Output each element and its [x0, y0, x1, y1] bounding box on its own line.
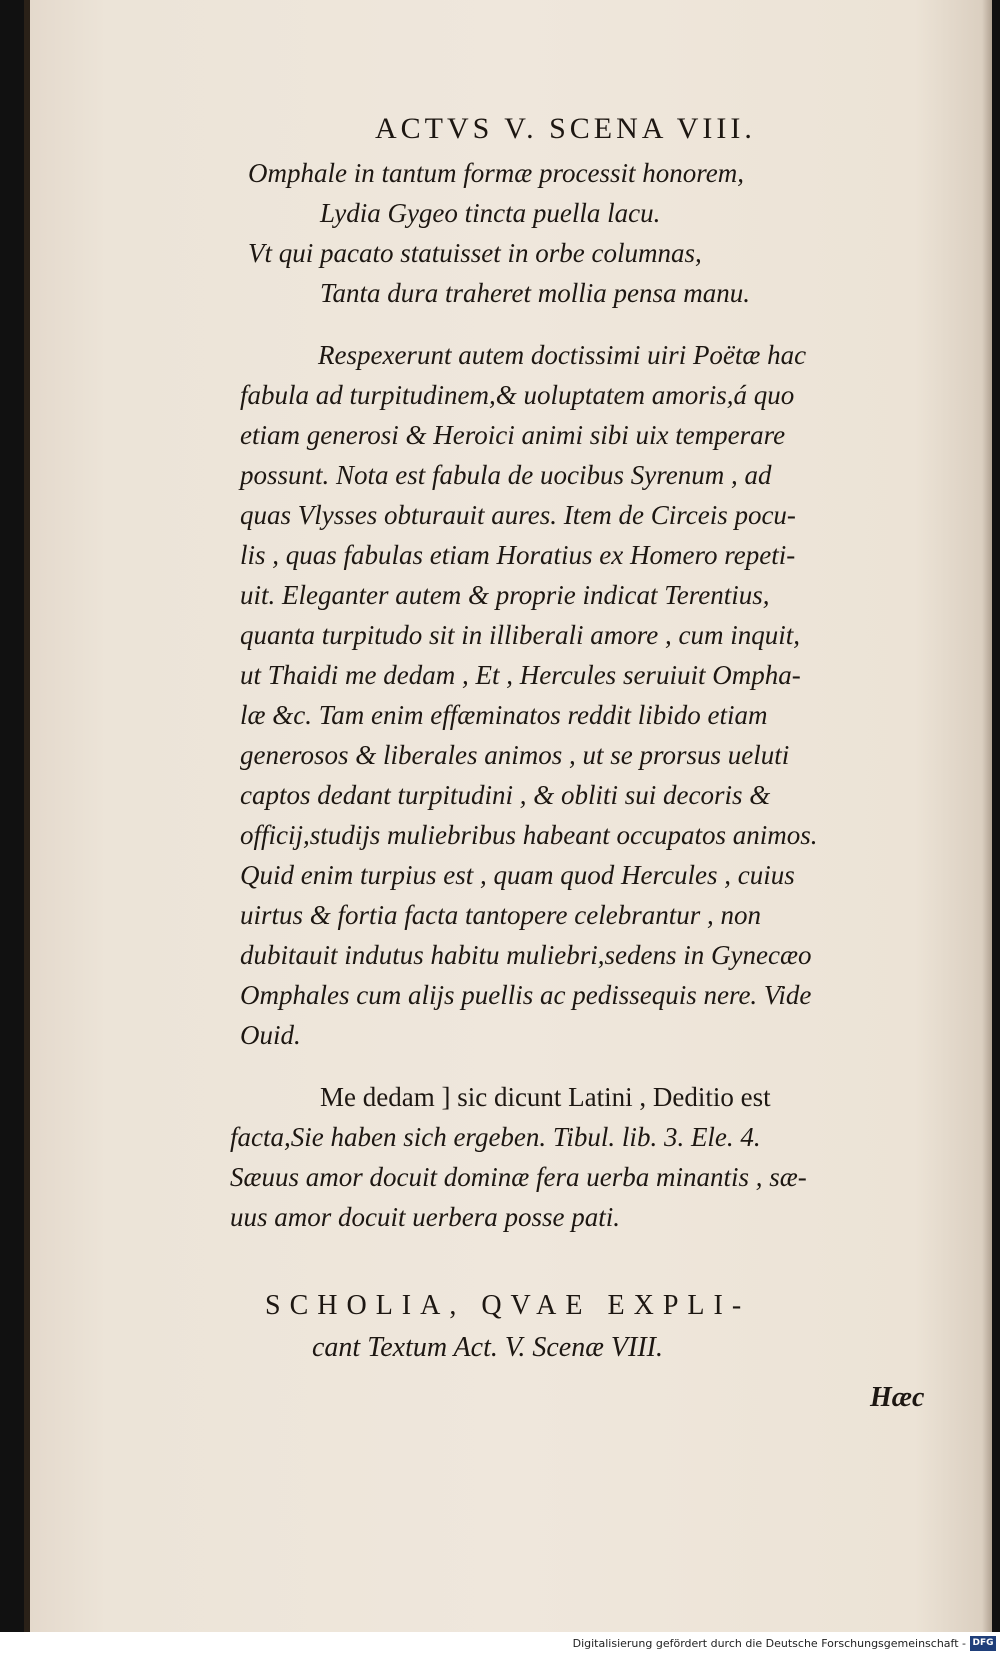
prose-line: captos dedant turpitudini , & obliti sui decoris &	[240, 780, 771, 810]
footer-credit: Digitalisierung gefördert durch die Deutsche Forschungsgemeinschaft -	[572, 1637, 966, 1650]
prose-line: officij,studijs muliebribus habeant occupatos animos.	[240, 820, 818, 850]
prose-line: Ouid.	[240, 1020, 301, 1050]
prose-line: possunt. Nota est fabula de uocibus Syrenum , ad	[240, 460, 772, 490]
note-line: Me dedam ] sic dicunt Latini , Deditio est	[320, 1082, 771, 1112]
note-line: uus amor docuit uerbera posse pati.	[230, 1202, 620, 1232]
prose-line: Respexerunt autem doctissimi uiri Poëtæ hac	[318, 340, 807, 370]
prose-line: uirtus & fortia facta tantopere celebrantur , non	[240, 900, 761, 930]
prose-line: læ &c. Tam enim effæminatos reddit libido etiam	[240, 700, 768, 730]
note-line: facta,Sie haben sich ergeben. Tibul. lib. 3. Ele. 4.	[230, 1122, 761, 1152]
prose-line: lis , quas fabulas etiam Horatius ex Homero repeti-	[240, 540, 796, 570]
prose-line: quas Vlysses obturauit aures. Item de Circeis pocu-	[240, 500, 796, 530]
verse-line: Vt qui pacato statuisset in orbe columnas,	[248, 238, 702, 268]
note-line: Sæuus amor docuit dominæ fera uerba minantis , sæ-	[230, 1162, 807, 1192]
scholia-subtitle: cant Textum Act. V. Scenæ VIII.	[312, 1332, 663, 1363]
prose-line: ut Thaidi me dedam , Et , Hercules seruiuit Ompha-	[240, 660, 801, 690]
prose-line: quanta turpitudo sit in illiberali amore , cum inquit,	[240, 620, 800, 650]
prose-line: fabula ad turpitudinem,& uoluptatem amoris,á quo	[240, 380, 795, 410]
prose-line: Omphales cum alijs puellis ac pedissequis nere. Vide	[240, 980, 812, 1010]
verse-line: Tanta dura traheret mollia pensa manu.	[320, 278, 751, 308]
catchword: Hæc	[870, 1382, 925, 1413]
page-heading: ACTVS V. SCENA VIII.	[375, 112, 756, 145]
footer-bar	[0, 1632, 1000, 1657]
prose-line: dubitauit indutus habitu muliebri,sedens in Gynecæo	[240, 940, 812, 970]
prose-line: Quid enim turpius est , quam quod Hercules , cuius	[240, 860, 795, 890]
verse-line: Omphale in tantum formæ processit honorem,	[248, 158, 744, 188]
prose-line: etiam generosi & Heroici animi sibi uix temperare	[240, 420, 786, 450]
dfg-logo-icon: DFG	[970, 1636, 996, 1651]
scholia-title: SCHOLIA, QVAE EXPLI-	[265, 1290, 751, 1321]
prose-line: generosos & liberales animos , ut se prorsus ueluti	[240, 740, 790, 770]
book-page	[24, 0, 992, 1632]
prose-line: uit. Eleganter autem & proprie indicat Terentius,	[240, 580, 770, 610]
verse-line: Lydia Gygeo tincta puella lacu.	[320, 198, 661, 228]
